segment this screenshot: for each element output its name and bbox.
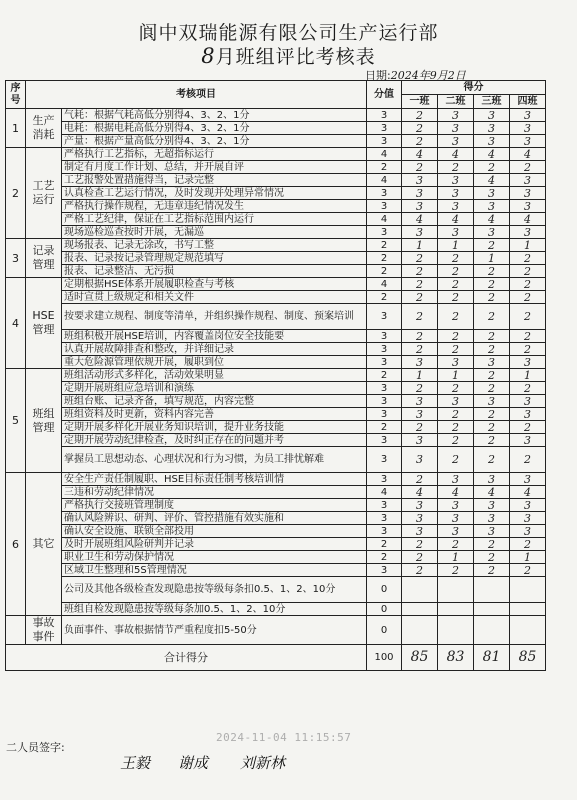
assessment-item: 职业卫生和劳动保护情况 (62, 551, 367, 564)
item-points: 4 (367, 213, 402, 226)
date-label: 日期: (365, 69, 391, 82)
score-team-3: 4 (474, 213, 510, 226)
score-team-4 (510, 616, 546, 645)
score-team-1: 3 (402, 447, 438, 473)
form-title-suffix: 月班组评比考核表 (215, 46, 376, 68)
section-category: 事故事件 (26, 616, 62, 645)
score-team-4: 3 (510, 122, 546, 135)
score-team-1: 2 (402, 564, 438, 577)
score-team-4: 2 (510, 564, 546, 577)
assessment-item: 定期开展多样化开展业务知识培训，提升业务技能 (62, 421, 367, 434)
table-row (6, 538, 546, 551)
score-team-2: 3 (438, 187, 474, 200)
score-team-4: 3 (510, 174, 546, 187)
table-row (6, 499, 546, 512)
score-team-4: 1 (510, 369, 546, 382)
score-team-2 (438, 577, 474, 603)
score-team-2: 3 (438, 200, 474, 213)
item-points: 3 (367, 304, 402, 330)
section-seq: 3 (6, 239, 26, 278)
score-team-3: 2 (474, 434, 510, 447)
team-header-3: 三班 (474, 95, 510, 109)
assessment-item: 确认安全设施、联锁全部投用 (62, 525, 367, 538)
table-row (6, 603, 546, 616)
score-team-4: 2 (510, 278, 546, 291)
score-team-3: 4 (474, 174, 510, 187)
score-team-3: 2 (474, 161, 510, 174)
score-team-1: 2 (402, 343, 438, 356)
table-row (6, 434, 546, 447)
item-points: 3 (367, 109, 402, 122)
assessment-item: 定期开展班组应急培训和演练 (62, 382, 367, 395)
item-points: 3 (367, 512, 402, 525)
score-team-4: 3 (510, 408, 546, 421)
table-row (6, 148, 546, 161)
item-points: 3 (367, 499, 402, 512)
score-team-2: 3 (438, 512, 474, 525)
score-team-1: 2 (402, 538, 438, 551)
total-label: 合计得分 (6, 645, 367, 671)
assessment-item: 严格执行操作规程，无违章违纪情况发生 (62, 200, 367, 213)
score-team-1: 4 (402, 148, 438, 161)
score-team-3: 3 (474, 473, 510, 486)
score-team-3: 2 (474, 369, 510, 382)
score-team-1: 2 (402, 135, 438, 148)
total-score-team-1: 85 (402, 645, 438, 671)
score-team-2: 4 (438, 486, 474, 499)
score-team-2: 4 (438, 148, 474, 161)
table-row (6, 343, 546, 356)
score-team-4: 2 (510, 538, 546, 551)
assessment-item: 确认风险辨识、研判、评价、管控措施有效实施和 (62, 512, 367, 525)
score-team-2: 2 (438, 408, 474, 421)
score-team-3 (474, 616, 510, 645)
score-team-2: 2 (438, 447, 474, 473)
item-points: 4 (367, 278, 402, 291)
score-team-4: 3 (510, 434, 546, 447)
score-team-1: 2 (402, 304, 438, 330)
table-row (6, 291, 546, 304)
score-team-3: 3 (474, 499, 510, 512)
assessment-item: 公司及其他各级检查发现隐患按等级每条扣0.5、1、2、10分 (62, 577, 367, 603)
table-row (6, 564, 546, 577)
score-team-3: 3 (474, 200, 510, 213)
assessment-item: 制定有月度工作计划、总结，并开展自评 (62, 161, 367, 174)
score-team-4: 1 (510, 239, 546, 252)
item-points: 4 (367, 148, 402, 161)
score-team-3: 3 (474, 109, 510, 122)
assessment-item: 三违和劳动纪律情况 (62, 486, 367, 499)
score-team-1: 2 (402, 291, 438, 304)
score-team-1: 2 (402, 473, 438, 486)
section-category: 班组管理 (26, 369, 62, 473)
table-row (6, 135, 546, 148)
table-row (6, 356, 546, 369)
section-category: 其它 (26, 473, 62, 616)
assessment-item: 安全生产责任制履职、HSE目标责任制考核培训情 (62, 473, 367, 486)
section-seq: 4 (6, 278, 26, 369)
score-team-1: 3 (402, 395, 438, 408)
score-team-2: 2 (438, 265, 474, 278)
assessment-item: 报表、记录整洁、无污损 (62, 265, 367, 278)
score-team-1: 2 (402, 265, 438, 278)
item-points: 0 (367, 577, 402, 603)
item-points: 2 (367, 421, 402, 434)
score-team-1: 2 (402, 551, 438, 564)
score-team-4: 2 (510, 291, 546, 304)
item-points: 3 (367, 343, 402, 356)
score-team-1: 3 (402, 499, 438, 512)
score-team-2 (438, 616, 474, 645)
section-category: 记录管理 (26, 239, 62, 278)
table-row (6, 174, 546, 187)
score-team-1: 3 (402, 187, 438, 200)
total-score-team-2: 83 (438, 645, 474, 671)
item-points: 2 (367, 239, 402, 252)
score-team-1: 2 (402, 122, 438, 135)
assessment-item: 定期根据HSE体系开展履职检查与考核 (62, 278, 367, 291)
table-row (6, 122, 546, 135)
table-row (6, 395, 546, 408)
item-points: 2 (367, 538, 402, 551)
table-row (6, 408, 546, 421)
item-points: 3 (367, 434, 402, 447)
table-row (6, 252, 546, 265)
score-team-2: 2 (438, 161, 474, 174)
score-team-3: 2 (474, 551, 510, 564)
section-category: 生产消耗 (26, 109, 62, 148)
score-team-4: 2 (510, 447, 546, 473)
signature-2: 谢成 (178, 754, 209, 772)
score-team-2: 2 (438, 434, 474, 447)
score-team-1: 3 (402, 226, 438, 239)
score-team-3 (474, 577, 510, 603)
score-team-4: 3 (510, 525, 546, 538)
score-team-1: 2 (402, 278, 438, 291)
item-points: 3 (367, 447, 402, 473)
assessment-item: 电耗：根据电耗高低分别得4、3、2、1分 (62, 122, 367, 135)
score-team-2: 2 (438, 330, 474, 343)
team-header-4: 四班 (510, 95, 546, 109)
score-team-1: 3 (402, 525, 438, 538)
item-points: 2 (367, 265, 402, 278)
score-team-2: 2 (438, 421, 474, 434)
score-team-3: 2 (474, 278, 510, 291)
score-team-3: 2 (474, 265, 510, 278)
score-team-3: 3 (474, 226, 510, 239)
score-team-1: 2 (402, 421, 438, 434)
score-team-3: 2 (474, 447, 510, 473)
item-points: 2 (367, 291, 402, 304)
section-seq: 5 (6, 369, 26, 473)
assessment-item: 气耗：根据气耗高低分别得4、3、2、1分 (62, 109, 367, 122)
score-team-4: 3 (510, 512, 546, 525)
score-team-4: 2 (510, 304, 546, 330)
score-team-3: 2 (474, 382, 510, 395)
section-seq (6, 616, 26, 645)
assessment-item: 适时宣贯上级规定和相关文件 (62, 291, 367, 304)
table-row (6, 382, 546, 395)
section-seq: 6 (6, 473, 26, 616)
item-points: 3 (367, 473, 402, 486)
score-team-1: 2 (402, 161, 438, 174)
score-team-2: 3 (438, 356, 474, 369)
score-team-3 (474, 603, 510, 616)
assessment-item: 工艺报警处置措施得当，记录完整 (62, 174, 367, 187)
score-team-1: 2 (402, 252, 438, 265)
assessment-item: 产量：根据产量高低分别得4、3、2、1分 (62, 135, 367, 148)
score-team-1: 2 (402, 109, 438, 122)
score-team-3: 2 (474, 564, 510, 577)
score-team-3: 4 (474, 486, 510, 499)
item-points: 2 (367, 369, 402, 382)
assessment-item: 严格执行交接班管理制度 (62, 499, 367, 512)
table-row (6, 304, 546, 330)
table-row (6, 226, 546, 239)
score-team-4: 3 (510, 356, 546, 369)
item-points: 3 (367, 408, 402, 421)
item-points: 4 (367, 486, 402, 499)
item-points: 2 (367, 161, 402, 174)
score-team-2: 3 (438, 473, 474, 486)
score-team-3: 2 (474, 239, 510, 252)
score-team-1: 3 (402, 200, 438, 213)
assessment-item: 认真开展故障排查和整改，并详细记录 (62, 343, 367, 356)
score-team-4: 3 (510, 187, 546, 200)
assessment-item: 班组活动形式多样化，活动效果明显 (62, 369, 367, 382)
score-team-4: 4 (510, 213, 546, 226)
item-points: 3 (367, 330, 402, 343)
score-team-1 (402, 603, 438, 616)
table-row (6, 512, 546, 525)
section-seq: 2 (6, 148, 26, 239)
assessment-item: 严格执行工艺指标，无超指标运行 (62, 148, 367, 161)
assessment-item: 区域卫生整理和5S管理情况 (62, 564, 367, 577)
score-team-1: 2 (402, 330, 438, 343)
item-points: 3 (367, 395, 402, 408)
table-row (6, 525, 546, 538)
section-seq: 1 (6, 109, 26, 148)
score-team-1: 2 (402, 382, 438, 395)
score-team-3: 3 (474, 122, 510, 135)
score-team-3: 3 (474, 395, 510, 408)
score-team-2: 2 (438, 564, 474, 577)
score-team-4: 3 (510, 109, 546, 122)
score-team-1 (402, 616, 438, 645)
score-team-2: 4 (438, 213, 474, 226)
total-score-team-4: 85 (510, 645, 546, 671)
score-team-4: 3 (510, 226, 546, 239)
score-team-2: 2 (438, 343, 474, 356)
table-row (6, 213, 546, 226)
score-team-2: 2 (438, 252, 474, 265)
table-row (6, 421, 546, 434)
assessment-item: 及时开展班组风险研判并记录 (62, 538, 367, 551)
score-team-4: 2 (510, 265, 546, 278)
table-row (6, 551, 546, 564)
score-team-3: 2 (474, 421, 510, 434)
score-team-1: 4 (402, 213, 438, 226)
team-header-2: 二班 (438, 95, 474, 109)
assessment-item: 班组台账、记录齐备，填写规范，内容完整 (62, 395, 367, 408)
score-team-2: 2 (438, 538, 474, 551)
form-title (0, 42, 577, 69)
table-row (6, 616, 546, 645)
table-row (6, 473, 546, 486)
score-team-4: 2 (510, 161, 546, 174)
score-team-2: 2 (438, 278, 474, 291)
score-team-2: 3 (438, 135, 474, 148)
assessment-item: 掌握员工思想动态、心理状况和行为习惯，为员工排忧解难 (62, 447, 367, 473)
item-points: 0 (367, 616, 402, 645)
item-points: 3 (367, 356, 402, 369)
score-team-3: 4 (474, 148, 510, 161)
score-team-1: 1 (402, 369, 438, 382)
table-row (6, 239, 546, 252)
assessment-item: 按要求建立规程、制度等清单，并组织操作规程、制度、预案培训 (62, 304, 367, 330)
item-points: 3 (367, 525, 402, 538)
score-team-3: 2 (474, 538, 510, 551)
score-team-3: 1 (474, 252, 510, 265)
table-row (6, 161, 546, 174)
item-points: 4 (367, 174, 402, 187)
company-title: 阆中双瑞能源有限公司生产运行部 (138, 22, 439, 44)
signature-3: 刘新林 (240, 754, 286, 772)
score-team-2: 3 (438, 395, 474, 408)
score-team-3: 3 (474, 187, 510, 200)
table-row (6, 265, 546, 278)
month-handwritten: 8 (201, 44, 216, 68)
score-team-3: 2 (474, 304, 510, 330)
assessment-item: 班组积极开展HSE培训，内容覆盖岗位安全技能要 (62, 330, 367, 343)
score-team-2: 3 (438, 525, 474, 538)
table-row (6, 369, 546, 382)
item-points: 3 (367, 382, 402, 395)
table-row (6, 486, 546, 499)
score-team-4: 3 (510, 499, 546, 512)
assessment-item: 负面事件、事故根据情节严重程度扣5-50分 (62, 616, 367, 645)
score-team-1 (402, 577, 438, 603)
score-team-3: 2 (474, 291, 510, 304)
score-team-2: 3 (438, 122, 474, 135)
table-row (6, 109, 546, 122)
table-row (6, 330, 546, 343)
score-team-4 (510, 603, 546, 616)
score-team-4: 4 (510, 148, 546, 161)
score-team-2: 3 (438, 226, 474, 239)
score-team-4: 1 (510, 551, 546, 564)
table-row (6, 187, 546, 200)
score-team-3: 2 (474, 330, 510, 343)
score-team-4: 3 (510, 135, 546, 148)
score-team-4: 3 (510, 395, 546, 408)
table-row (6, 200, 546, 213)
col-points-header: 分值 (367, 81, 402, 109)
assessment-table (5, 80, 546, 671)
score-team-4 (510, 577, 546, 603)
item-points: 3 (367, 200, 402, 213)
score-team-2: 3 (438, 174, 474, 187)
item-points: 3 (367, 187, 402, 200)
item-points: 3 (367, 564, 402, 577)
score-team-4: 2 (510, 252, 546, 265)
assessment-item: 报表、记录按记录管理规定规范填写 (62, 252, 367, 265)
team-header-1: 一班 (402, 95, 438, 109)
item-points: 3 (367, 135, 402, 148)
score-team-3: 3 (474, 525, 510, 538)
score-team-4: 2 (510, 330, 546, 343)
table-row (6, 447, 546, 473)
score-team-4: 3 (510, 200, 546, 213)
timestamp-watermark: 2024-11-04 11:15:57 (216, 731, 352, 744)
score-team-1: 3 (402, 356, 438, 369)
score-team-2: 1 (438, 551, 474, 564)
score-team-3: 3 (474, 135, 510, 148)
assessment-item: 认真检查工艺运行情况，及时发现并处理异常情况 (62, 187, 367, 200)
assessment-item: 班组资料及时更新，资料内容完善 (62, 408, 367, 421)
table-row (6, 278, 546, 291)
score-team-4: 2 (510, 343, 546, 356)
assessment-item: 现场巡检巡查按时开展，无漏巡 (62, 226, 367, 239)
table-row (6, 577, 546, 603)
score-team-2: 2 (438, 382, 474, 395)
score-team-3: 3 (474, 356, 510, 369)
score-team-4: 4 (510, 486, 546, 499)
assessment-item: 班组自检发现隐患按等级每条加0.5、1、2、10分 (62, 603, 367, 616)
signature-1: 王毅 (120, 754, 151, 772)
col-score-header: 得分 (402, 81, 546, 95)
score-team-1: 4 (402, 486, 438, 499)
score-team-1: 3 (402, 408, 438, 421)
assessment-item: 定期开展劳动纪律检查，及时纠正存在的问题并考 (62, 434, 367, 447)
score-team-1: 3 (402, 512, 438, 525)
item-points: 3 (367, 122, 402, 135)
item-points: 2 (367, 551, 402, 564)
score-team-2: 2 (438, 291, 474, 304)
score-team-4: 2 (510, 382, 546, 395)
score-team-2: 1 (438, 239, 474, 252)
score-team-1: 1 (402, 239, 438, 252)
col-seq-header: 序号 (6, 81, 26, 109)
score-team-2: 2 (438, 304, 474, 330)
item-points: 2 (367, 252, 402, 265)
section-category: HSE管理 (26, 278, 62, 369)
score-team-3: 2 (474, 408, 510, 421)
date-value: 2024年9月2日 (390, 69, 466, 82)
score-team-1: 3 (402, 434, 438, 447)
assessment-item: 现场报表、记录无涂改，书写工整 (62, 239, 367, 252)
score-team-4: 3 (510, 473, 546, 486)
total-score-team-3: 81 (474, 645, 510, 671)
section-category: 工艺运行 (26, 148, 62, 239)
item-points: 0 (367, 603, 402, 616)
signers-label: 二人员签字: (6, 741, 65, 754)
score-team-2: 1 (438, 369, 474, 382)
score-team-2: 3 (438, 109, 474, 122)
score-team-1: 3 (402, 174, 438, 187)
score-team-4: 2 (510, 421, 546, 434)
assessment-item: 重大危险源管理依规开展，履职到位 (62, 356, 367, 369)
score-team-3: 3 (474, 512, 510, 525)
score-team-2 (438, 603, 474, 616)
item-points: 3 (367, 226, 402, 239)
col-item-header: 考核项目 (26, 81, 367, 109)
score-team-2: 3 (438, 499, 474, 512)
score-team-3: 2 (474, 343, 510, 356)
assessment-item: 严格工艺纪律，保证在工艺指标范围内运行 (62, 213, 367, 226)
total-points: 100 (367, 645, 402, 671)
